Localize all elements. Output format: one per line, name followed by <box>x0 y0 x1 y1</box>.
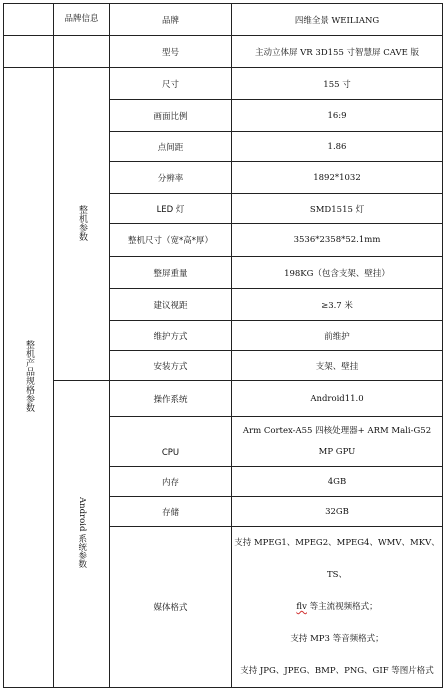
spec-table <box>3 3 443 688</box>
row-label: 分辨率 <box>110 162 232 194</box>
row-value: SMD1515 灯 <box>232 194 443 224</box>
row-label: 维护方式 <box>110 321 232 351</box>
mem-label: 内存 <box>110 467 232 497</box>
media-line: 支持 MPEG1、MPEG2、MPEG4、WMV、MKV、TS、 <box>234 538 440 580</box>
media-line-tail: 等主流视频格式； <box>306 602 378 612</box>
row-value: 3536*2358*52.1mm <box>232 224 443 257</box>
os-label: 操作系统 <box>110 381 232 417</box>
row-label: 安装方式 <box>110 351 232 381</box>
section-main-label: 整机产品规格参数 <box>24 340 34 412</box>
brand-info-lower <box>54 36 110 68</box>
row-value: 1.86 <box>232 132 443 162</box>
cpu-value <box>232 417 443 467</box>
row-value: 前维护 <box>232 321 443 351</box>
model-value: 主动立体屏 VR 3D155 寸智慧屏 CAVE 版 <box>232 36 443 68</box>
cpu-label: CPU <box>110 417 232 467</box>
group-android-cell <box>54 381 110 688</box>
row-value: 1892*1032 <box>232 162 443 194</box>
storage-value: 32GB <box>232 497 443 527</box>
cpu-line: MP GPU <box>318 446 356 457</box>
section-main-cell <box>4 68 54 688</box>
media-value <box>232 527 443 688</box>
row-label: LED 灯 <box>110 194 232 224</box>
row-value: 16:9 <box>232 100 443 132</box>
corner-cell <box>4 4 54 36</box>
row-value: 155 寸 <box>232 68 443 100</box>
mem-value: 4GB <box>232 467 443 497</box>
row-label: 画面比例 <box>110 100 232 132</box>
group-whole-cell <box>54 68 110 381</box>
os-value: Android11.0 <box>232 381 443 417</box>
storage-label: 存储 <box>110 497 232 527</box>
row-value: 198KG（包含支架、壁挂） <box>232 257 443 289</box>
group-android-label: Android 系统参数 <box>76 496 87 569</box>
cpu-line: Arm Cortex-A55 四核处理器+ ARM Mali-G52 <box>242 425 432 436</box>
row-label: 整机尺寸（宽*高*厚） <box>110 224 232 257</box>
row-label: 整屏重量 <box>110 257 232 289</box>
flv-word: flv <box>296 602 307 612</box>
media-line: 支持 MP3 等音频格式； <box>290 634 384 644</box>
media-line <box>234 591 440 623</box>
brand-info-label: 品牌信息 <box>54 4 110 36</box>
media-line: 支持 JPG、JPEG、BMP、PNG、GIF 等图片格式 <box>240 666 434 676</box>
row-label: 点间距 <box>110 132 232 162</box>
row-label: 尺寸 <box>110 68 232 100</box>
row-value: 支架、壁挂 <box>232 351 443 381</box>
row-label: 建议视距 <box>110 289 232 321</box>
corner-cell-lower <box>4 36 54 68</box>
brand-label: 品牌 <box>110 4 232 36</box>
media-label: 媒体格式 <box>110 527 232 688</box>
model-label: 型号 <box>110 36 232 68</box>
row-value: ≥3.7 米 <box>232 289 443 321</box>
group-whole-label: 整机参数 <box>77 204 87 241</box>
brand-value: 四维全景 WEILIANG <box>232 4 443 36</box>
